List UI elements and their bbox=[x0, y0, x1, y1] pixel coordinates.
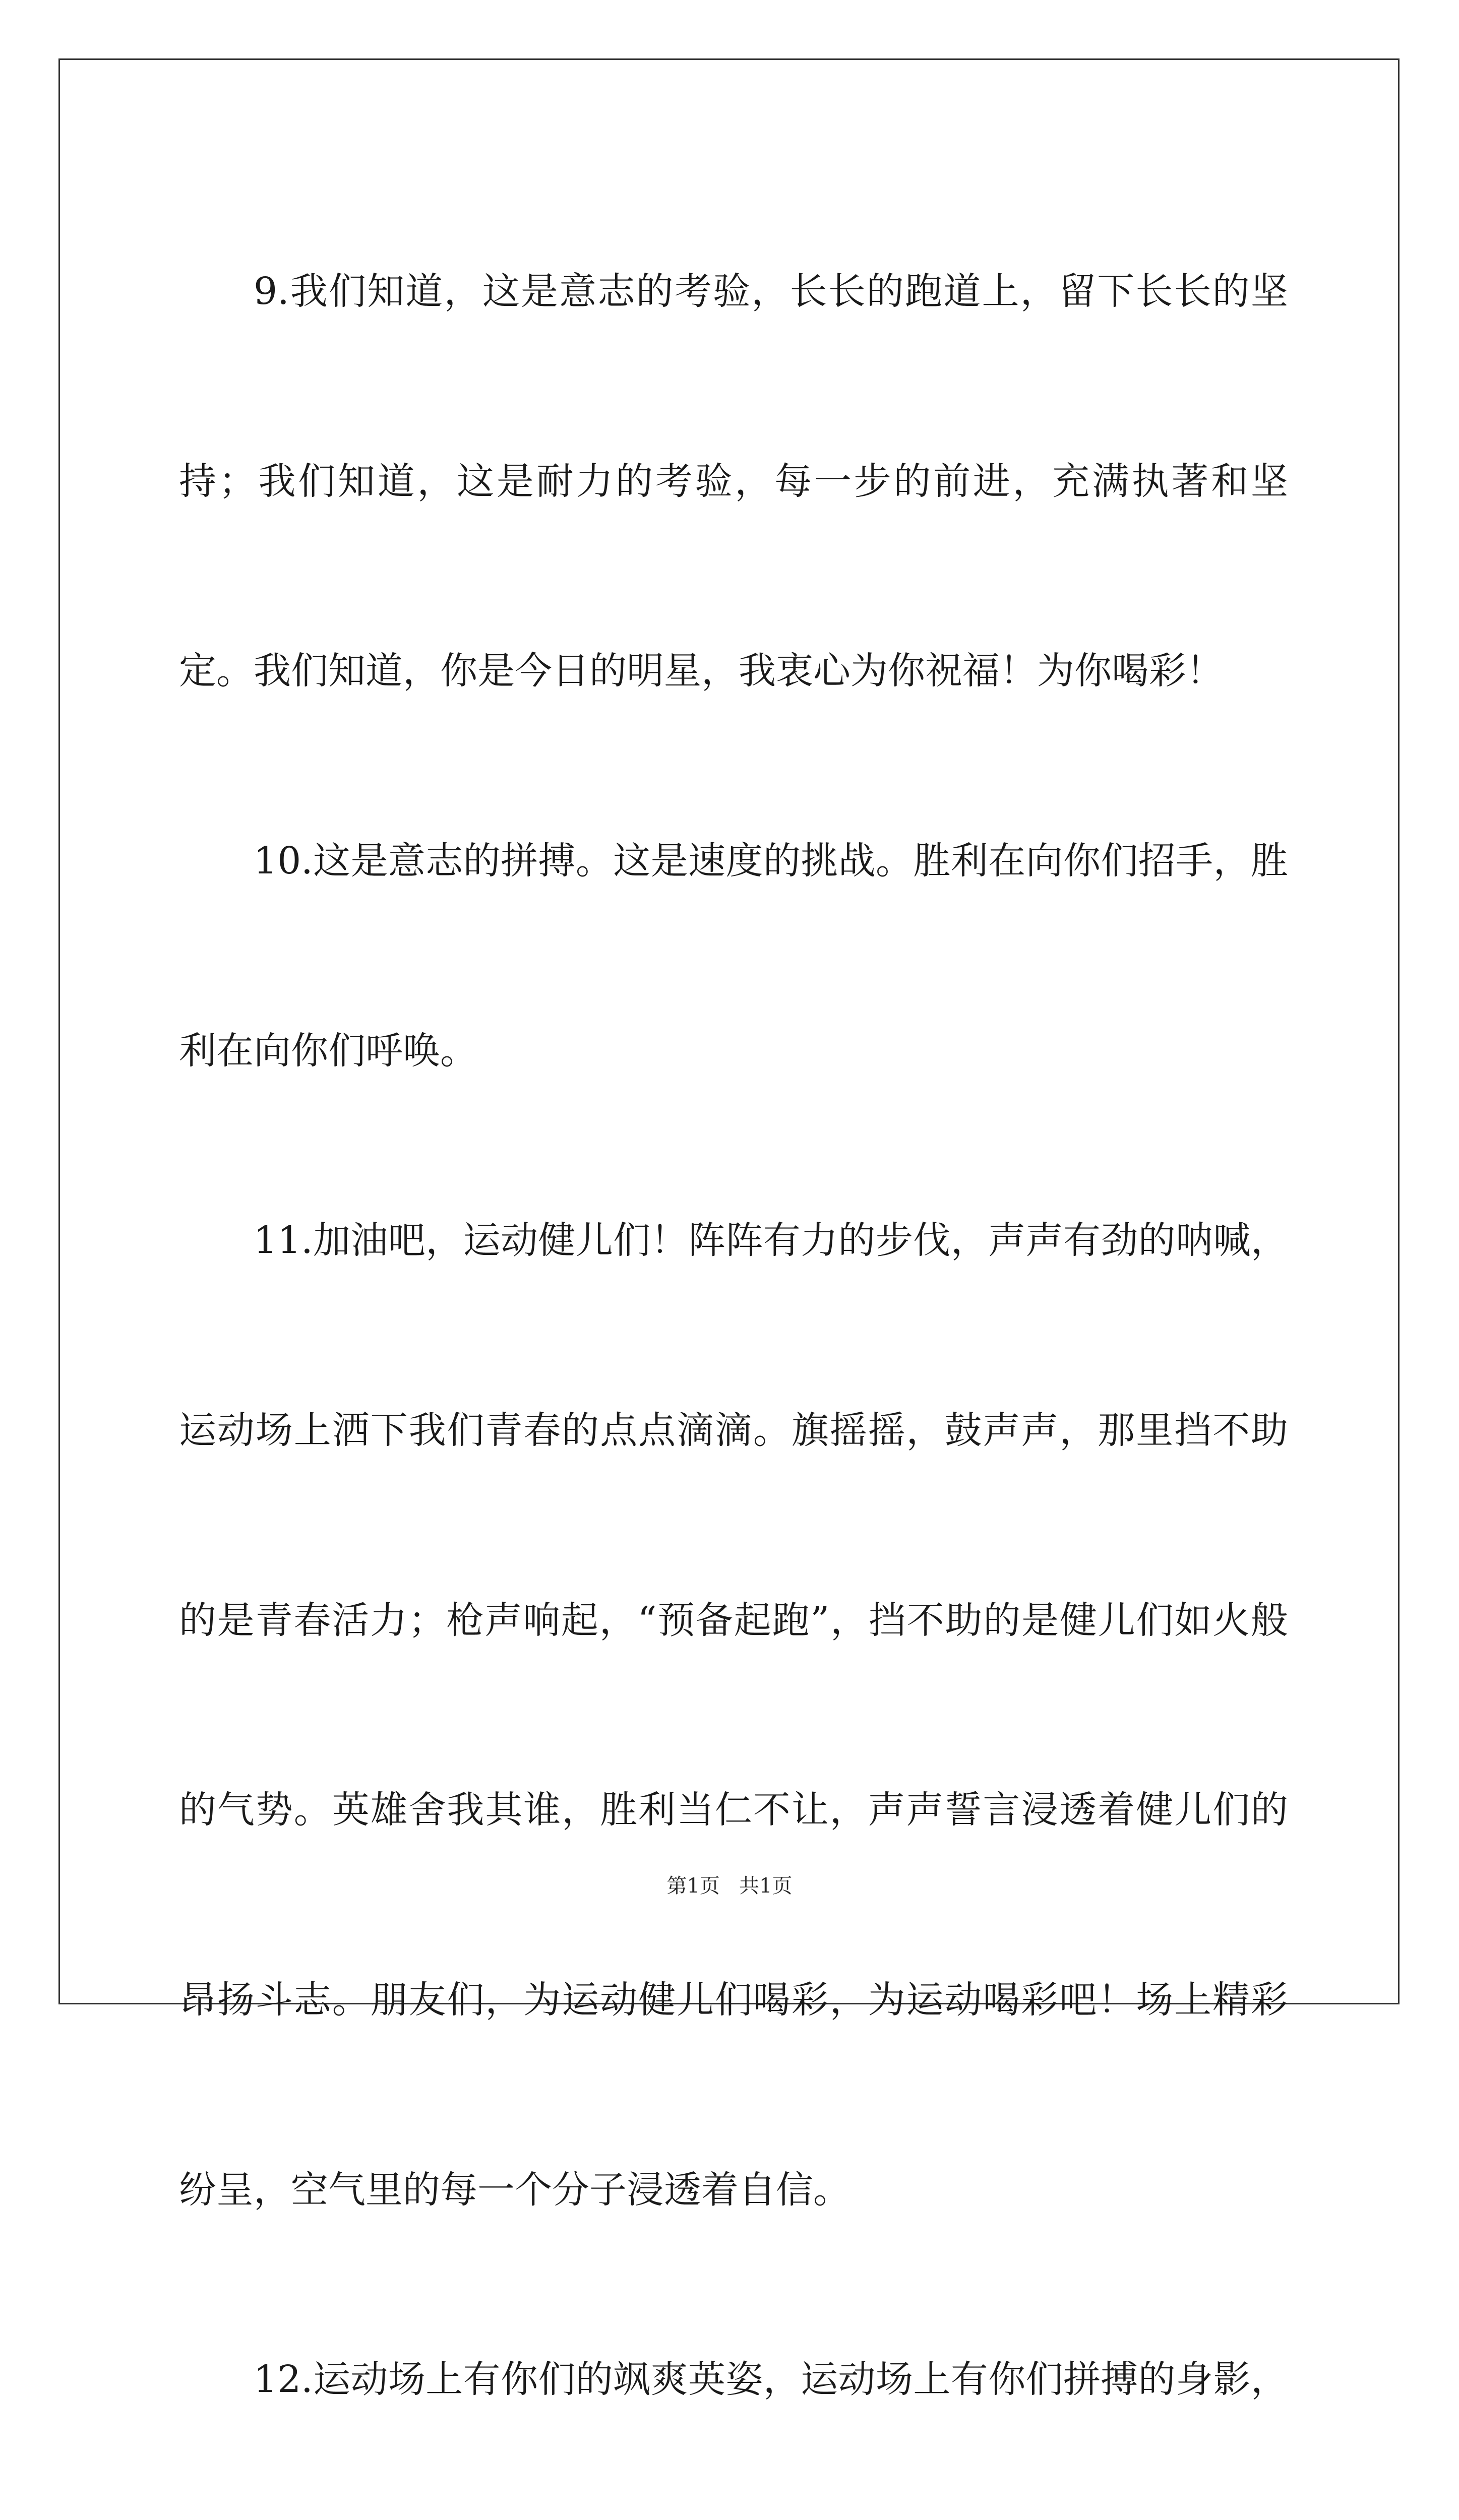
paragraph-11: 11.加油吧，运动健儿们！阵阵有力的步伐，声声有劲的呐喊，运动场上洒下我们青春的点点滴滴。旗摇摇，鼓声声，那里挡不助的是青春活力；枪声响起，“预备起跑”，挡不助的是健儿们如火般的气势。英雄舍我其谁，胜利当仁不让，声声誓言浸透着健儿们的昂扬斗志。朋友们，为运动健儿们喝彩，为运动喝彩吧！场上精彩纷呈，空气里的每一个分子浸透着自信。 bbox=[179, 1219, 1288, 2212]
page-number-footer: 第1页 共1页 bbox=[666, 1874, 793, 1898]
paragraph-10: 10.这是意志的拼搏。这是速度的挑战。胜利在向你们招手，胜利在向你们呼唤。 bbox=[179, 839, 1288, 1073]
paragraph-12: 12.运动场上有你们的飒爽英姿，运动场上有你们拼搏的身影， bbox=[254, 2358, 1288, 2402]
document-body bbox=[179, 197, 1288, 2520]
paragraph-9: 9.我们知道，这是意志的考验，长长的跑道上，留下长长的坚持；我们知道，这是耐力的考验，每一步的前进，充满执著和坚定。我们知道，你是今日的明星，我衷心为你祝福！为你喝彩！ bbox=[179, 270, 1288, 693]
